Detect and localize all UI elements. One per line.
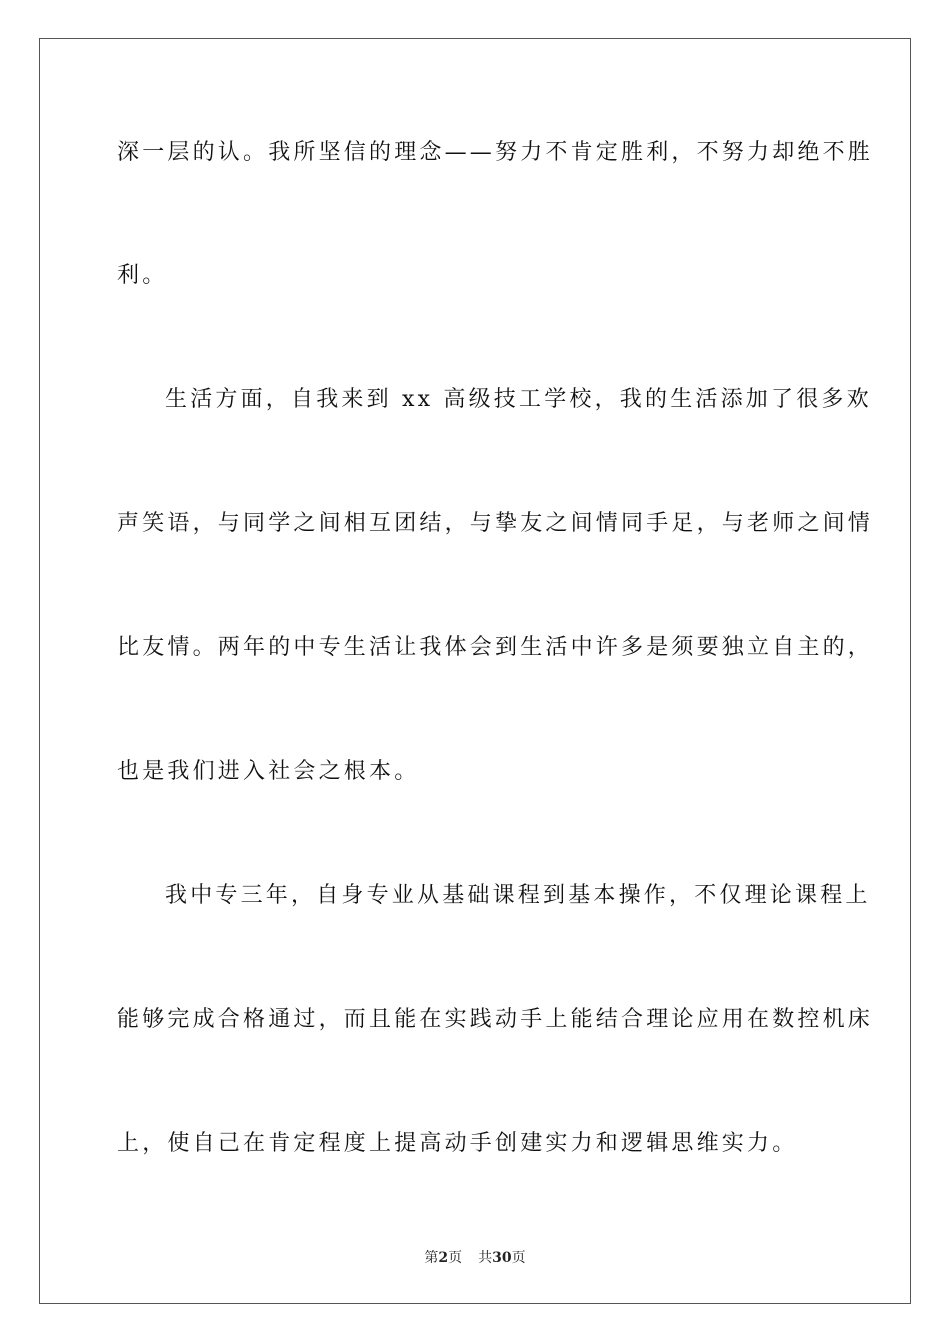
text-line-9: 上，使自己在肯定程度上提高动手创建实力和逻辑思维实力。 (117, 1131, 798, 1156)
text-line-5: 比友情。两年的中专生活让我体会到生活中许多是须要独立自主的， (117, 635, 874, 660)
text-line-4: 声笑语，与同学之间相互团结，与挚友之间情同手足，与老师之间情 (117, 511, 874, 536)
total-suffix: 页 (511, 1250, 526, 1266)
text-line-7: 我中专三年，自身专业从基础课程到基本操作，不仅理论课程上 (165, 883, 871, 908)
total-prefix: 共 (478, 1250, 493, 1266)
page-footer (0, 1248, 950, 1268)
page-border (39, 38, 911, 1304)
text-line-6: 也是我们进入社会之根本。 (117, 759, 420, 784)
page-number: 2 (438, 1250, 449, 1266)
total-pages: 30 (492, 1250, 512, 1266)
text-line-3: 生活方面，自我来到 xx 高级技工学校，我的生活添加了很多欢 (165, 387, 872, 412)
text-line-1: 深一层的认。我所坚信的理念——努力不肯定胜利，不努力却绝不胜 (117, 140, 874, 165)
text-line-2: 利。 (117, 263, 168, 288)
page-prefix: 第 (424, 1250, 439, 1266)
text-line-8: 能够完成合格通过，而且能在实践动手上能结合理论应用在数控机床 (117, 1007, 874, 1032)
page-suffix: 页 (448, 1250, 463, 1266)
